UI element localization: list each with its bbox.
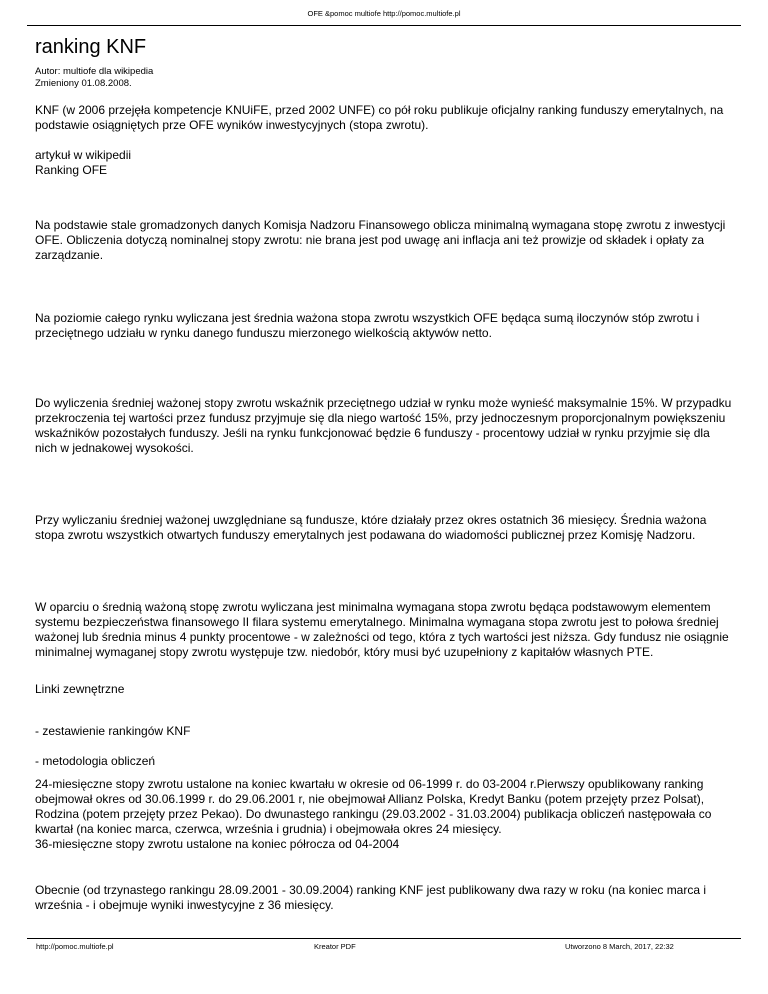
article-meta	[35, 66, 153, 90]
footer-divider	[27, 938, 741, 939]
paragraph-weighted-average: Na poziomie całego rynku wyliczana jest średnia ważona stopa zwrotu wszystkich OFE będąca sumą iloczynów stóp zwrotu i przeciętnego udziału w rynku danego funduszu mierzonego wielkością aktywów netto.	[35, 311, 700, 340]
paragraph-current: Obecnie (od trzynastego rankingu 28.09.2001 - 30.09.2004) ranking KNF jest publikowany dwa razy w roku (na koniec marca i września - i obejmuje wyniki inwestycyjne z 36 miesięcy.	[35, 883, 707, 912]
paragraph-market-share: Do wyliczenia średniej ważonej stopy zwrotu wskaźnik przeciętnego udział w rynku może wynieść maksymalnie 15%. W przypadku przekroczenia tej wartości przez fundusz przyjmuje się dla niego wartość 15%, przy jednoczesnym proporcjonalnym powiększeniu wskaźników pozostałych funduszy. Jeśli na rynku funkcjonować będzie 6 funduszy - procentowy udział w rynku przyjmie się dla nich w jednakowej wysokości.	[35, 396, 732, 455]
article-title: ranking KNF	[35, 36, 147, 58]
paragraph-history: 24-miesięczne stopy zwrotu ustalone na koniec kwartału w okresie od 06-1999 r. do 03-2004 r.Pierwszy opublikowany ranking obejmował okres od 30.06.1999 r. do 29.06.2001 r, nie obejmował Allianz Polska, Kredyt Banku (potem przejęty przez Polsat), Rodzina (potem przejęty przez Pekao). Do dwunastego rankingu (29.03.2002 - 31.03.2004) publikacja obliczeń następowała co kwartał (na koniec marca, czerwca, września i grudnia) i obejmowała okres 24 miesięcy. 36-miesięczne stopy zwrotu ustalone na koniec półrocza od 04-2004	[35, 777, 712, 851]
header-divider	[27, 25, 741, 26]
paragraph-36-months: Przy wyliczaniu średniej ważonej uwzględniane są fundusze, które działały przez okres ostatnich 36 miesięcy. Średnia ważona stopa zwrotu wszystkich otwartych funduszy emerytalnych jest podawana do wiadomości publicznej przez Komisję Nadzoru.	[35, 513, 707, 542]
paragraph-safety-system: W oparciu o średnią ważoną stopę zwrotu wyliczana jest minimalna wymagana stopa zwrotu będąca podstawowym elementem systemu bezpieczeństwa finansowego II filara systemu emerytalnego. Minimalna wymagana stopa zwrotu jest to połowa średniej ważonej lub średnia minus 4 punkty procentowe - w zależności od tego, która z tych wartości jest niższa. Gdy fundusz nie osiągnie minimalnej wymaganej stopy zwrotu występuje tzw. niedobór, który musi być uzupełniony z kapitałów własnych PTE.	[35, 600, 729, 659]
author-line: Autor: multiofe dla wikipedia	[35, 66, 154, 77]
footer-generator: Kreator PDF	[314, 942, 356, 951]
link-rankings-list[interactable]: - zestawienie rankingów KNF	[35, 724, 191, 738]
wikipedia-links[interactable]: artykuł w wikipedii Ranking OFE	[35, 148, 132, 177]
footer-created-date: Utworzono 8 March, 2017, 22:32	[565, 942, 674, 951]
link-methodology[interactable]: - metodologia obliczeń	[35, 754, 156, 768]
external-links-heading: Linki zewnętrzne	[35, 682, 125, 696]
footer-url: http://pomoc.multiofe.pl	[36, 942, 114, 951]
modified-date: Zmieniony 01.08.2008.	[35, 78, 132, 89]
paragraph-minimal-rate: Na podstawie stale gromadzonych danych Komisja Nadzoru Finansowego oblicza minimalną wymagana stopę zwrotu z inwestycji OFE. Obliczenia dotyczą nominalnej stopy zwrotu: nie brana jest pod uwagę ani inflacja ani też prowizje od składek i opłaty za zarządzanie.	[35, 218, 726, 262]
page-header: OFE &pomoc multiofe http://pomoc.multiofe.pl	[307, 9, 461, 18]
intro-paragraph: KNF (w 2006 przejęła kompetencje KNUiFE, przed 2002 UNFE) co pół roku publikuje oficjalny ranking funduszy emerytalnych, na podstawie osiągniętych prze OFE wyników inwestycyjnych (stopa zwrotu).	[35, 103, 724, 132]
